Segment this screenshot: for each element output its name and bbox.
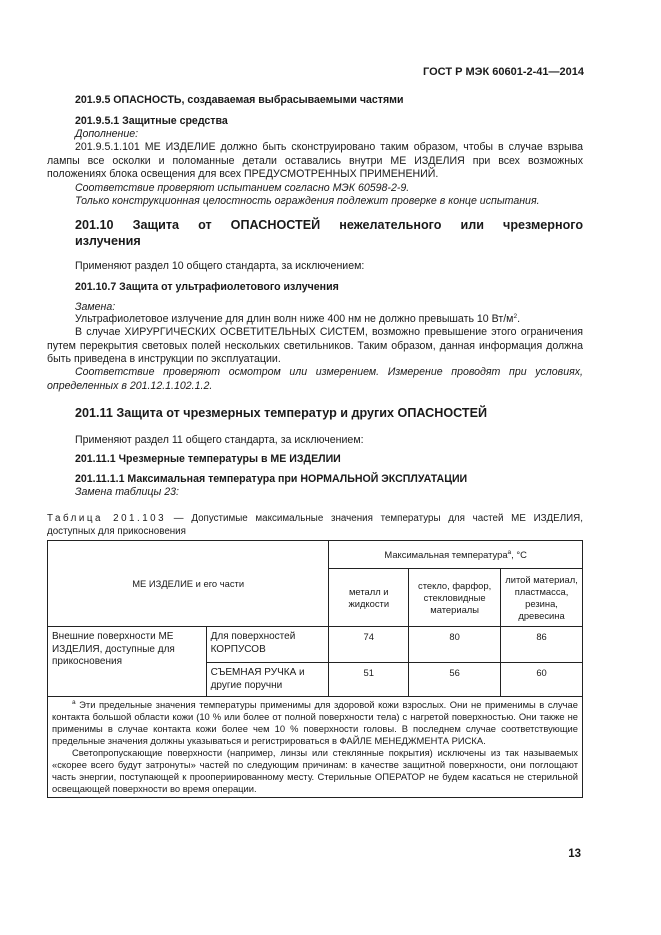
title-word: нежелательного (339, 218, 442, 232)
compliance-inspection-text: Соответствие проверяют осмотром или измерением. Измерение проводят при условиях, определенных в 201.12.1.102.1.2. (47, 366, 583, 392)
addition-label: Дополнение: (75, 128, 139, 140)
table-note (48, 697, 583, 798)
title-word: ОПАСНОСТЕЙ (230, 218, 321, 232)
applies-text-11: Применяют раздел 11 общего стандарта, за исключением: (75, 434, 364, 446)
header-max-temp: Максимальная температура$^a$, °С (329, 541, 583, 569)
subheader-glass: стекло, фарфор, стекловидные материалы (409, 569, 501, 627)
table-cell: 51 (329, 663, 409, 697)
table-replace-label: Замена таблицы 23: (75, 486, 179, 498)
page-number: 13 (568, 848, 581, 860)
title-word: от (198, 218, 212, 232)
standard-code-header: ГОСТ Р МЭК 60601-2-41—2014 (423, 66, 584, 78)
row-label-handle: СЪЕМНАЯ РУЧКА и другие поручни (206, 663, 329, 697)
section-201-10-7-title: 201.10.7 Защита от ультрафиолетового излучения (75, 281, 339, 293)
section-201-10-title (75, 217, 583, 233)
replace-label: Замена: (75, 301, 116, 313)
table-note-light-surfaces: Светопропускающие поверхности (например, линзы или стеклянные покрытия) исключены из так называемых «скорее всего будут затронуты» частей по следующим причинам: в качестве защитной поверхности, они поглощают часть энергии, поступающей к проопериированному месту. Стерильные ОПЕРАТОР не будем касаться не стерильной освещающей поверхности во время операции. (52, 747, 578, 794)
uv-limit-paragraph: Ультрафиолетовое излучение для длин волн ниже 400 нм не должно превышать 10 $Вт/м^2$. (75, 313, 521, 325)
paragraph-201-9-5-1-101: 201.9.5.1.101 МЕ ИЗДЕЛИЕ должно быть сконструировано таким образом, чтобы в случае взрыва лампы все осколки и поломанные детали оставались внутри МЕ ИЗДЕЛИЯ при всех возможных положениях блока освещения для всех ПРЕДУСМОТРЕННЫХ ПРИМЕНЕНИЙ. (47, 141, 583, 181)
surgical-systems-paragraph: В случае ХИРУРГИЧЕСКИХ ОСВЕТИТЕЛЬНЫХ СИСТЕМ, возможно превышение этого ограничения путем перекрытия световых полей нескольких светильников. Таким образом, данная информация должна быть приведена в инструкции по эксплуатации. (47, 326, 583, 366)
title-word: чрезмерного (503, 218, 584, 232)
section-201-11-title: 201.11 Защита от чрезмерных температур и других ОПАСНОСТЕЙ (75, 406, 488, 420)
table-cell: 86 (501, 627, 583, 663)
table-cell: 56 (409, 663, 501, 697)
subheader-plastic: литой материал, пластмасса, резина, древесина (501, 569, 583, 627)
table-caption: Таблица 201.103 — Допустимые максимальные значения температуры для частей МЕ ИЗДЕЛИЯ, доступных для прикосновения (47, 513, 583, 537)
temperature-table (47, 540, 583, 798)
table-cell: 60 (501, 663, 583, 697)
subheader-metal: металл и жидкости (329, 569, 409, 627)
table-note-a: $^a$ Эти предельные значения температуры применимы для здоровой кожи взрослых. Они не применимы в случае контакта большой области кожи (10 % или более от полной поверхности тела) с нагретой поверхностью. Они также не применимы в случае контакта кожи более чем 10 % поверхности головы. В последнем случае соответствующие предельные значения должны указываться и регистрироваться в ФАЙЛЕ МЕНЕДЖМЕНТА РИСКА. (52, 699, 578, 746)
applies-text-10: Применяют раздел 10 общего стандарта, за исключением: (75, 260, 365, 272)
header-part: МЕ ИЗДЕЛИЕ и его части (48, 541, 329, 627)
title-word: или (460, 218, 484, 232)
section-201-10-title-line2: излучения (75, 234, 141, 248)
section-201-9-5-title: 201.9.5 ОПАСНОСТЬ, создаваемая выбрасываемыми частями (75, 94, 404, 106)
title-word: Защита (132, 218, 180, 232)
section-201-9-5-1-title: 201.9.5.1 Защитные средства (75, 115, 228, 127)
compliance-text-2: Только конструкционная целостность ограждения подлежит проверке в конце испытания. (75, 195, 540, 207)
row-label-enclosures: Для поверхностей КОРПУСОВ (206, 627, 329, 663)
table-cell: 74 (329, 627, 409, 663)
group-label: Внешние поверхности МЕ ИЗДЕЛИЯ, доступные для прикосновения (48, 627, 207, 697)
section-201-11-1-1-title: 201.11.1.1 Максимальная температура при НОРМАЛЬНОЙ ЭКСПЛУАТАЦИИ (75, 473, 468, 485)
section-201-11-1-title: 201.11.1 Чрезмерные температуры в МЕ ИЗДЕЛИИ (75, 453, 341, 465)
title-word: 201.10 (75, 218, 114, 232)
table-cell: 80 (409, 627, 501, 663)
compliance-text: Соответствие проверяют испытанием согласно МЭК 60598-2-9. (75, 182, 410, 194)
